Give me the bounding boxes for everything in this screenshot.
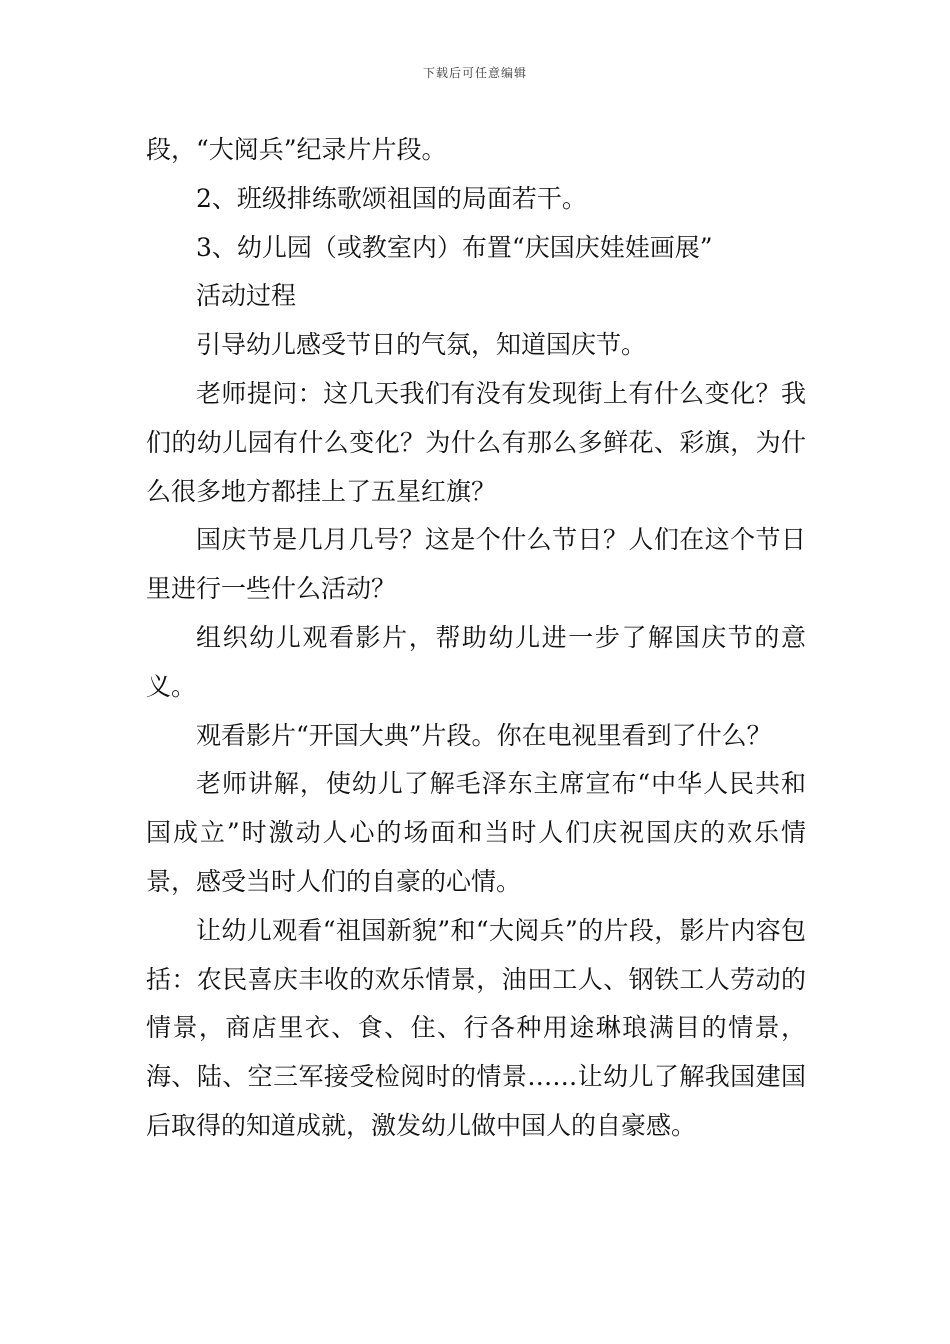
paragraph-national-day-question: 国庆节是几月几号？这是个什么节日？人们在这个节日里进行一些什么活动？ — [146, 525, 806, 604]
section-heading-activity-process: 活动过程 — [196, 281, 297, 311]
paragraph-new-look: 让幼儿观看“祖国新貌”和“大阅兵”的片段，影片内容包括：农民喜庆丰收的欢乐情景，油田工人、钢铁工人劳动的情景，商店里衣、食、住、行各种用途琳琅满目的情景，海、陆、空三军接受检阅时的情景……让幼儿了解我国建国后取得的知道成就，激发幼儿做中国人的自豪感。 — [146, 915, 806, 1140]
paragraph-item-3: 3、幼儿园（或教室内）布置“庆国庆娃娃画展” — [196, 232, 713, 262]
page-header: 下载后可任意编辑 — [422, 66, 527, 80]
paragraph-item-2: 2、班级排练歌颂祖国的局面若干。 — [196, 183, 587, 213]
paragraph-guide: 引导幼儿感受节日的气氛，知道国庆节。 — [196, 330, 647, 360]
paragraph-organize-viewing: 组织幼儿观看影片，帮助幼儿进一步了解国庆节的意义。 — [146, 622, 806, 701]
paragraph-continuation: 段，“大阅兵”纪录片片段。 — [146, 135, 447, 164]
paragraph-watch-founding: 观看影片“开国大典”片段。你在电视里看到了什么？ — [196, 720, 772, 750]
paragraph-teacher-explain: 老师讲解，使幼儿了解毛泽东主席宣布“中华人民共和国成立”时激动人心的场面和当时人们庆祝国庆的欢乐情景，感受当时人们的自豪的心情。 — [146, 769, 806, 896]
document-body — [146, 126, 806, 1151]
paragraph-teacher-question: 老师提问：这几天我们有没有发现街上有什么变化？我们的幼儿园有什么变化？为什么有那么多鲜花、彩旗，为什么很多地方都挂上了五星红旗？ — [146, 378, 806, 506]
